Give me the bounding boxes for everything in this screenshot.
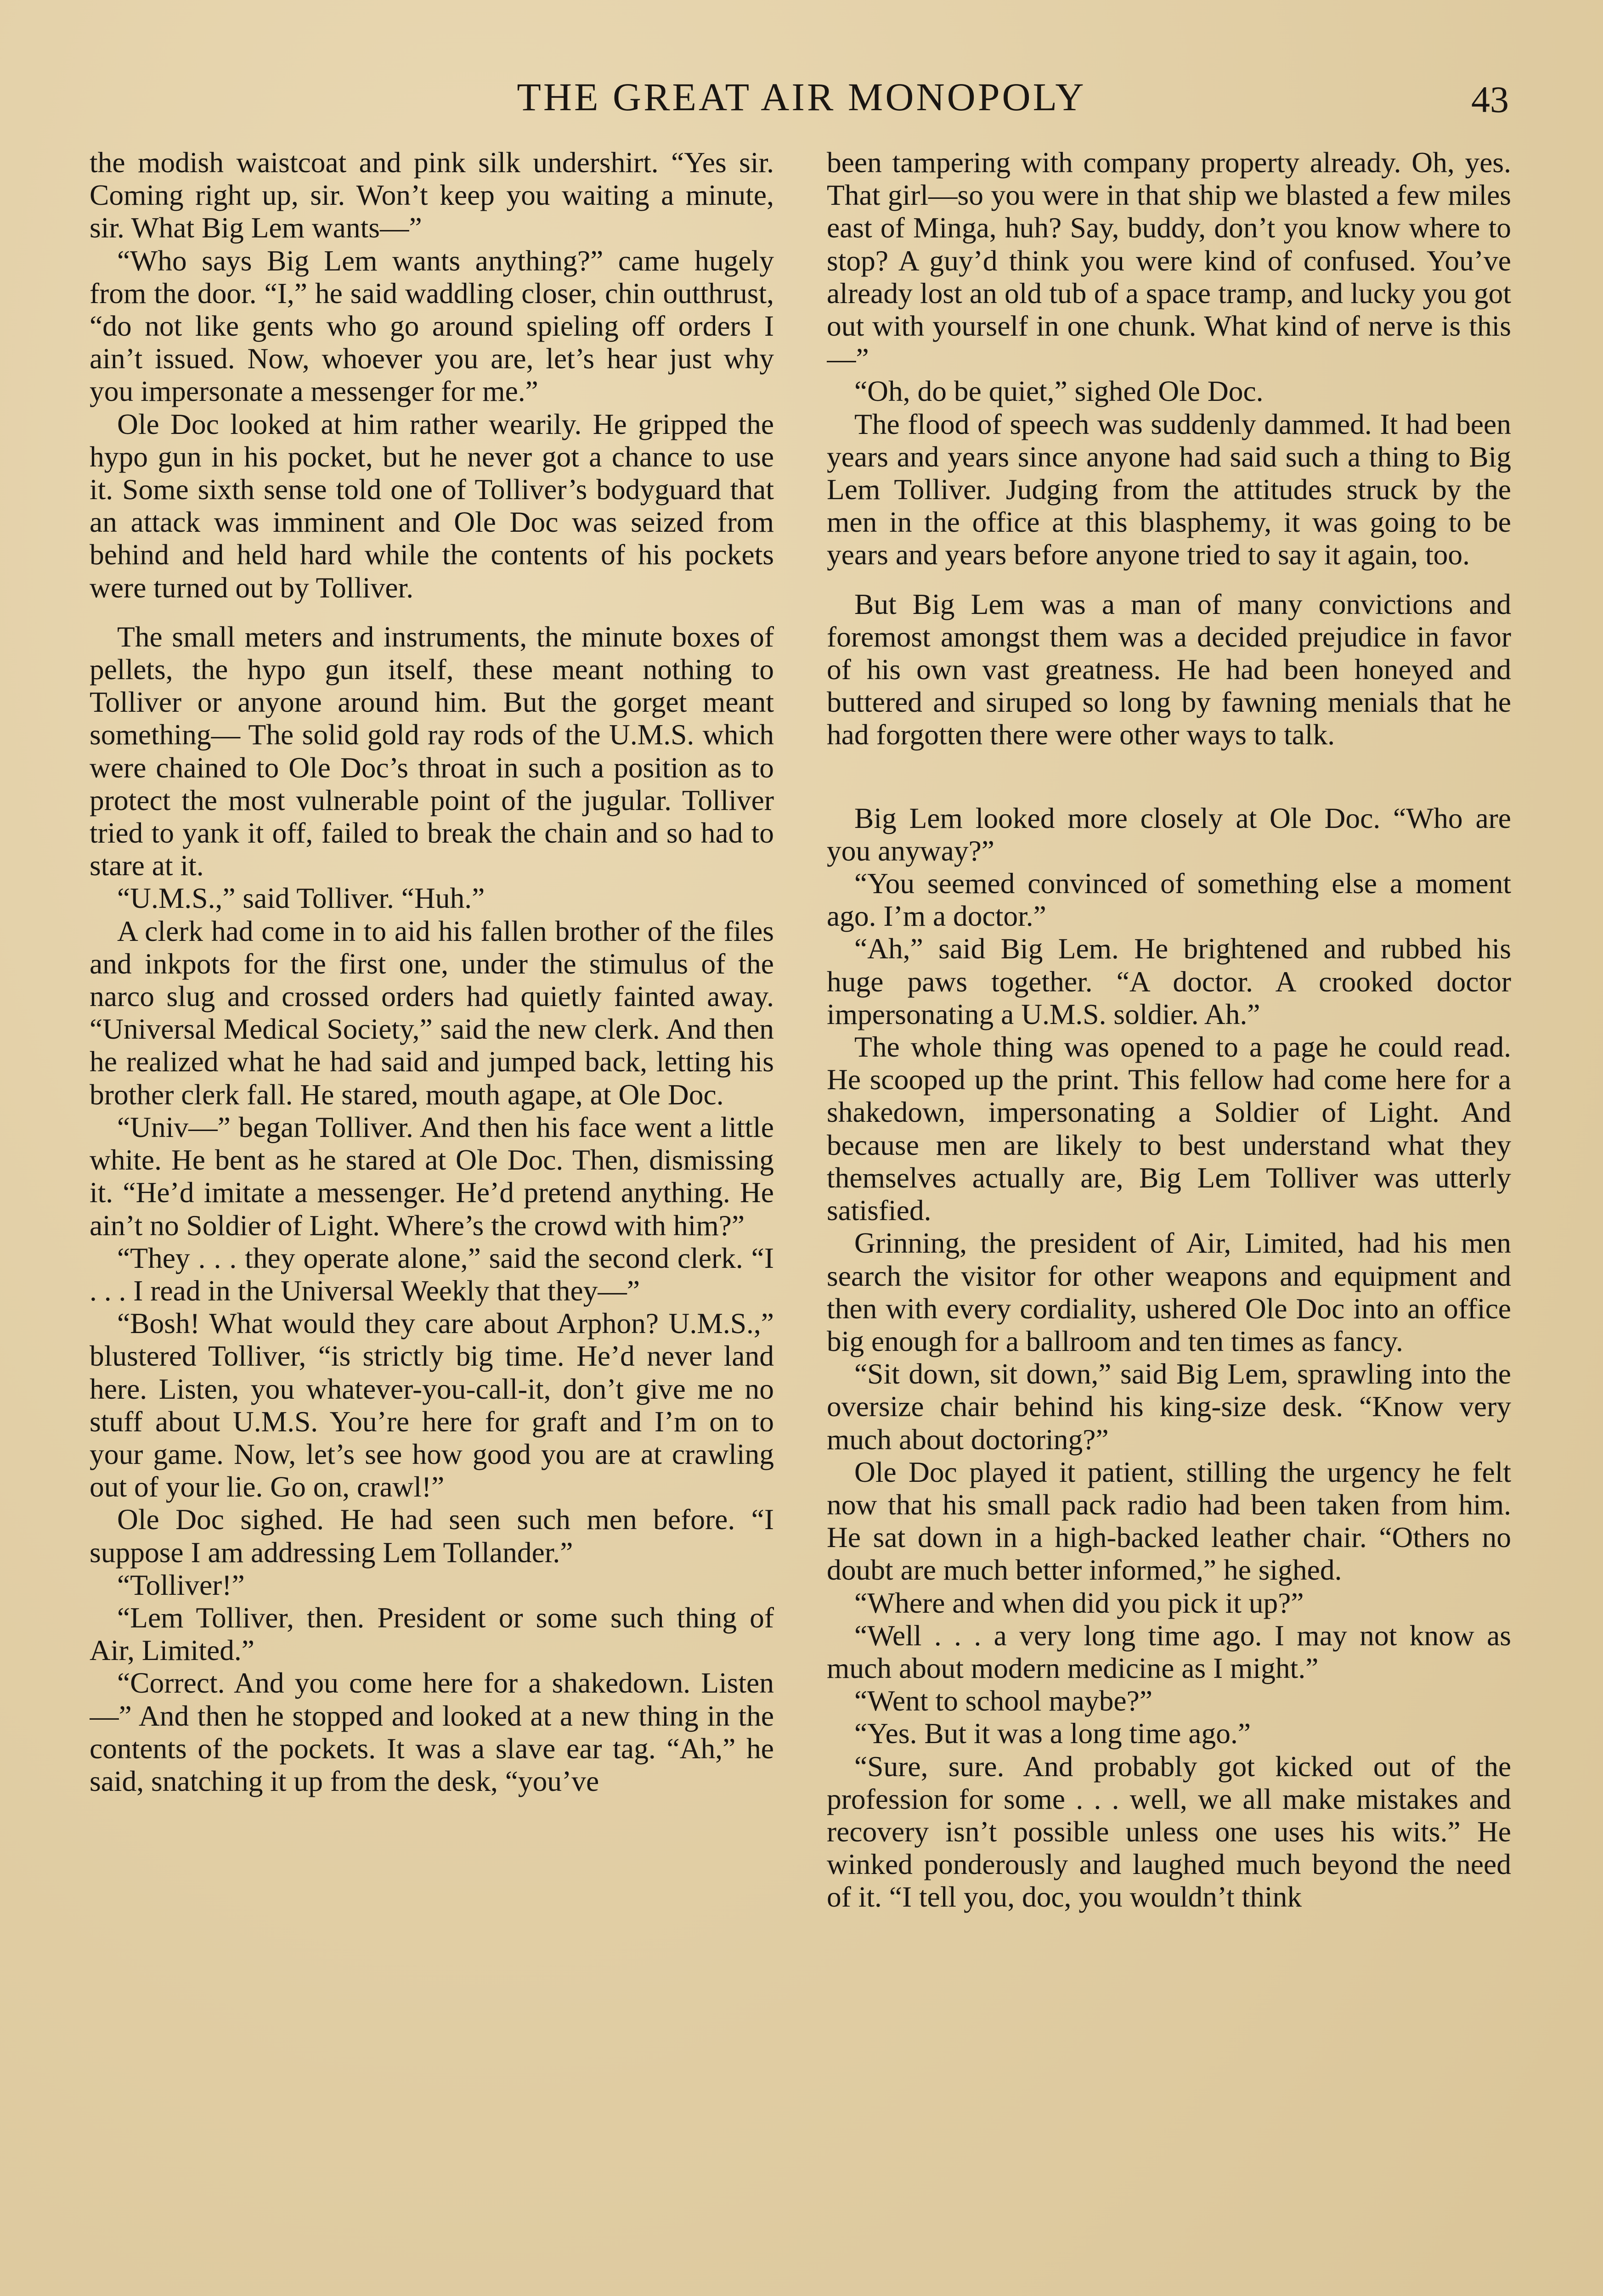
paragraph: the modish waistcoat and pink silk undershirt. “Yes sir. Coming right up, sir. Won’t keep you waiting a minute, sir. What Big Lem wants—” [90,146,774,244]
paragraph: Ole Doc looked at him rather wearily. He gripped the hypo gun in his pocket, but he never got a chance to use it. Some sixth sense told one of Tolliver’s bodyguard that an attack was imminent and Ole Doc was seized from behind and held hard while the contents of his pockets were turned out by Tolliver. [90,407,774,604]
running-header-title: THE GREAT AIR MONOPOLY [517,75,1086,119]
paragraph: A clerk had come in to aid his fallen brother of the files and inkpots for the first one, under the stimulus of the narco slug and crossed orders had quietly fainted away. “Universal Medical Society,” said the new clerk. And then he realized what he had said and jumped back, letting his brother clerk fall. He stared, mouth agape, at Ole Doc. [90,914,774,1111]
paragraph: “Sit down, sit down,” said Big Lem, sprawling into the oversize chair behind his king-size desk. “Know very much about doctoring?” [827,1357,1511,1456]
paragraph: “Sure, sure. And probably got kicked out of the profession for some . . . well, we all make mistakes and recovery isn’t possible unless one uses his wits.” He winked ponderously and laughed much beyond the need of it. “I tell you, doc, you wouldn’t think [827,1750,1511,1913]
paragraph: Ole Doc played it patient, stilling the urgency he felt now that his small pack radio had been taken from him. He sat down in a high-backed leather chair. “Others no doubt are much better informed,” he sighed. [827,1455,1511,1587]
paragraph: Ole Doc sighed. He had seen such men before. “I suppose I am addressing Lem Tollander.” [90,1503,774,1569]
paragraph: “Oh, do be quiet,” sighed Ole Doc. [854,375,1264,408]
paragraph: Grinning, the president of Air, Limited, had his men search the visitor for other weapons and equipment and then with every cordiality, ushered Ole Doc into an office big enough for a ballroom and ten times as fancy. [827,1227,1511,1357]
page-number: 43 [1471,79,1509,120]
paragraph: “Correct. And you come here for a shakedown. Listen—” And then he stopped and looked at a new thing in the contents of the pockets. It was a slave ear tag. “Ah,” he said, snatching it up from the desk, “you’ve [90,1666,774,1797]
paragraph: Big Lem looked more closely at Ole Doc. “Who are you anyway?” [827,801,1511,867]
paragraph: “Univ—” began Tolliver. And then his face went a little white. He bent as he stared at Ole Doc. Then, dismissing it. “He’d imitate a messenger. He’d pretend anything. He ain’t no Soldier of Light. Where’s the crowd with him?” [90,1110,774,1242]
paragraph: been tampering with company property already. Oh, yes. That girl—so you were in that ship we blasted a few miles east of Minga, huh? Say, buddy, don’t you know where to stop? A guy’d think you were kind of confused. You’ve already lost an old tub of a space tramp, and lucky you got out with yourself in one chunk. What kind of nerve is this—” [827,146,1511,375]
paragraph: “Went to school maybe?” [854,1684,1153,1717]
paragraph: “Yes. But it was a long time ago.” [854,1717,1251,1750]
paragraph: “You seemed convinced of something else a moment ago. I’m a doctor.” [827,867,1511,933]
paragraph: The flood of speech was suddenly dammed. It had been years and years since anyone had said such a thing to Big Lem Tolliver. Judging from the attitudes struck by the men in the office at this blasphemy, it was going to be years and years before anyone tried to say it again, too. [827,407,1511,571]
paragraph: The whole thing was opened to a page he could read. He scooped up the print. This fellow had come here for a shakedown, impersonating a Soldier of Light. And because men are likely to best understand what they themselves actually are, Big Lem Tolliver was utterly satisfied. [827,1030,1511,1227]
paragraph: “Where and when did you pick it up?” [854,1586,1304,1619]
paragraph: “Bosh! What would they care about Arphon? U.M.S.,” blustered Tolliver, “is strictly big time. He’d never land here. Listen, you whatever-you-call-it, don’t give me no stuff about U.M.S. You’re here for graft and I’m on to your game. Now, let’s see how good you are at crawling out of your lie. Go on, crawl!” [90,1307,774,1503]
paragraph: “Lem Tolliver, then. President or some such thing of Air, Limited.” [90,1601,774,1667]
right-text-column [827,146,1511,2296]
left-text-column [90,146,774,2296]
paragraph: “They . . . they operate alone,” said the second clerk. “I . . . I read in the Universal Weekly that they—” [90,1241,774,1307]
paragraph: But Big Lem was a man of many convictions and foremost amongst them was a decided prejudice in favor of his own vast greatness. He had been honeyed and buttered and siruped so long by fawning menials that he had forgotten there were other ways to talk. [827,587,1511,751]
paragraph: “Ah,” said Big Lem. He brightened and rubbed his huge paws together. “A doctor. A crooked doctor impersonating a U.M.S. soldier. Ah.” [827,932,1511,1030]
paragraph: “Tolliver!” [117,1568,245,1601]
paragraph: “Well . . . a very long time ago. I may not know as much about modern medicine as I might.” [827,1619,1511,1684]
paragraph: The small meters and instruments, the minute boxes of pellets, the hypo gun itself, these meant nothing to Tolliver or anyone around him. But the gorget meant something— The solid gold ray rods of the U.M.S. which were chained to Ole Doc’s throat in such a position as to protect the most vulnerable point of the jugular. Tolliver tried to yank it off, failed to break the chain and so had to stare at it. [90,620,774,882]
paragraph: “Who says Big Lem wants anything?” came hugely from the door. “I,” he said waddling closer, chin outthrust, “do not like gents who go around spieling off orders I ain’t issued. Now, whoever you are, let’s hear just why you impersonate a messenger for me.” [90,244,774,408]
paragraph: “U.M.S.,” said Tolliver. “Huh.” [117,882,485,915]
